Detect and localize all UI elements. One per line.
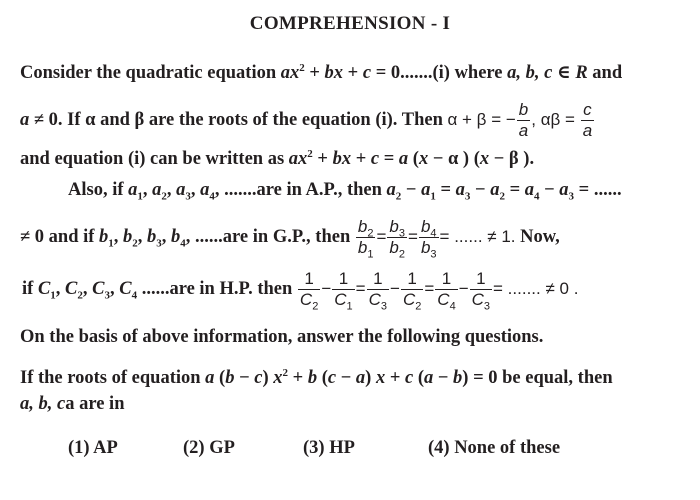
sum-product-formula: α + β = − $\frac{b}{a}$ , αβ = $\frac{c}{a}$ — [447, 100, 593, 140]
para1-line3: and equation (i) can be written as $ax^2$ + bx + c = a (x − α ) (x − β ). — [20, 147, 535, 169]
option-2[interactable]: (2) GP — [183, 438, 235, 458]
para1-line1: Consider the quadratic equation $ax^2$ + bx + c = 0.......(i) where a, b, c ∈ R and — [20, 61, 623, 83]
gp-definition: ≠ 0 and if $b_1$, $b_2$, $b_3$, $b_4$, ......are in G.P., then $\frac{b_2}{b_1}$ = $\frac{b_3}{b_2}$ = $\frac{b_4}{b_3}$ = ...... ≠ 1. Now, — [20, 217, 560, 261]
hp-definition: if $C_1$, $C_2$, $C_3$, $C_4$ ......are in H.P. then $\frac{1}{C_2}$ − $\frac{1}{C_1}$ = $\frac{1}{C_3}$ − $\frac{1}{C_2}$ = $\frac{1}{C_4}$ − $\frac{1}{C_3}$ = ....... ≠ 0 . — [22, 269, 579, 313]
question-line1: If the roots of equation a (b − c) $x^2 + b$ (c − a) x + c (a − b) = 0 be equal, then — [20, 366, 613, 388]
ap-definition: Also, if $a_1$, $a_2$, $a_3$, $a_4$, .......are in A.P., then $a_2 - a_1 = a_3 - a_2 = a_4 - a_3$ = ...... — [68, 180, 622, 203]
option-1[interactable]: (1) AP — [68, 438, 118, 458]
instruction: On the basis of above information, answer the following questions. — [20, 327, 544, 347]
page-title: COMPREHENSION - I — [249, 13, 451, 34]
question-line2: a, b, ca are in — [20, 394, 125, 414]
option-3[interactable]: (3) HP — [303, 438, 355, 458]
para1-line2: a ≠ 0. If α and β are the roots of the equation (i). Then α + β = − $\frac{b}{a}$ , αβ = $\frac{c}{a}$ — [20, 100, 595, 141]
hp-difference-formula: $\frac{1}{C_2}$ − $\frac{1}{C_1}$ = $\frac{1}{C_3}$ − $\frac{1}{C_2}$ = $\frac{1}{C_4}$ − $\frac{1}{C_3}$ = ....... ≠ 0 . — [299, 269, 579, 313]
gp-ratio-formula: $\frac{b_2}{b_1}$ = $\frac{b_3}{b_2}$ = $\frac{b_4}{b_3}$ = ...... ≠ 1. — [357, 217, 516, 261]
option-4[interactable]: (4) None of these — [428, 438, 561, 458]
